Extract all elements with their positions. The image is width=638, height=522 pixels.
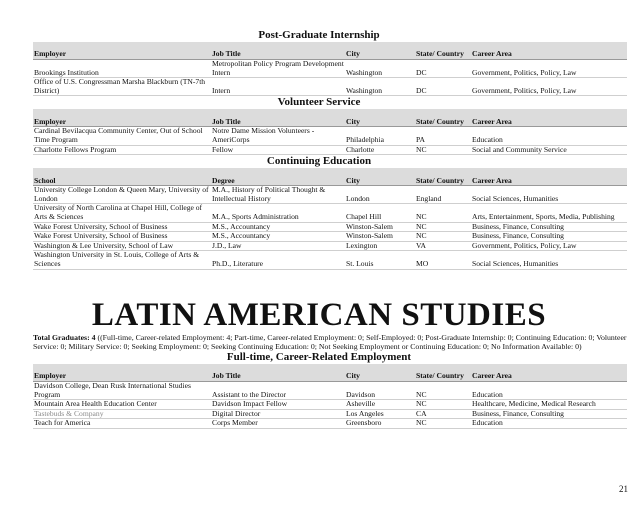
cell: Winston-Salem <box>345 222 415 232</box>
header-cell: State/ Country <box>415 364 471 382</box>
cell: Chapel Hill <box>345 204 415 222</box>
table-header <box>33 364 627 382</box>
summary-label: Total Graduates: 4 <box>33 332 96 342</box>
cell: Philadelphia <box>345 127 415 145</box>
cell: Business, Finance, Consulting <box>471 232 627 242</box>
page <box>0 29 638 522</box>
cell: M.S., Accountancy <box>211 232 345 242</box>
cell: VA <box>415 241 471 251</box>
header-cell: City <box>345 364 415 382</box>
header-cell: Job Title <box>211 42 345 60</box>
cell: M.A., Sports Administration <box>211 204 345 222</box>
cell: Office of U.S. Congressman Marsha Blackburn (TN-7th District) <box>33 78 211 96</box>
internship-table <box>33 42 627 96</box>
cell: Los Angeles <box>345 409 415 419</box>
table-header <box>33 42 627 60</box>
cell: NC <box>415 232 471 242</box>
cell: Lexington <box>345 241 415 251</box>
cell: London <box>345 186 415 204</box>
cell: Washington <box>345 60 415 78</box>
cell: NC <box>415 419 471 429</box>
header-cell: Career Area <box>471 364 627 382</box>
table-row <box>33 381 627 399</box>
header-cell: Job Title <box>211 364 345 382</box>
cell: Business, Finance, Consulting <box>471 409 627 419</box>
cell: DC <box>415 60 471 78</box>
cell: Education <box>471 127 627 145</box>
table-header <box>33 109 627 127</box>
header-cell: Employer <box>33 364 211 382</box>
table-row <box>33 186 627 204</box>
header-cell: City <box>345 168 415 186</box>
cell: Arts, Entertainment, Sports, Media, Publishing <box>471 204 627 222</box>
cell: Corps Member <box>211 419 345 429</box>
table-row <box>33 204 627 222</box>
cell: Government, Politics, Policy, Law <box>471 60 627 78</box>
cell: Teach for America <box>33 419 211 429</box>
header-cell: State/ Country <box>415 42 471 60</box>
header-cell: Career Area <box>471 168 627 186</box>
graduates-summary <box>33 333 627 351</box>
cell: Intern <box>211 78 345 96</box>
table-row <box>33 127 627 145</box>
cell: Social Sciences, Humanities <box>471 186 627 204</box>
major-title: LATIN AMERICAN STUDIES <box>91 296 547 333</box>
cell: Cardinal Bevilacqua Community Center, Out of School Time Program <box>33 127 211 145</box>
cell: Charlotte Fellows Program <box>33 145 211 155</box>
header-cell: State/ Country <box>415 109 471 127</box>
cell: PA <box>415 127 471 145</box>
cell: M.A., History of Political Thought & Intellectual History <box>211 186 345 204</box>
header-cell: State/ Country <box>415 168 471 186</box>
cell: Davidson Impact Fellow <box>211 400 345 410</box>
header-cell: Employer <box>33 42 211 60</box>
cell: Winston-Salem <box>345 232 415 242</box>
cell: Social and Community Service <box>471 145 627 155</box>
table-row <box>33 419 627 429</box>
cell: Davidson <box>345 381 415 399</box>
cell: Wake Forest University, School of Business <box>33 232 211 242</box>
cell: Digital Director <box>211 409 345 419</box>
cell: Government, Politics, Policy, Law <box>471 241 627 251</box>
cell: England <box>415 186 471 204</box>
table-row <box>33 400 627 410</box>
cell: Ph.D., Literature <box>211 251 345 269</box>
cell: St. Louis <box>345 251 415 269</box>
cell: J.D., Law <box>211 241 345 251</box>
cell: Washington & Lee University, School of Law <box>33 241 211 251</box>
cell: CA <box>415 409 471 419</box>
table-row <box>33 409 627 419</box>
cell: Healthcare, Medicine, Medical Research <box>471 400 627 410</box>
table-row <box>33 78 627 96</box>
cell: Education <box>471 381 627 399</box>
section-title-internship: Post-Graduate Internship <box>258 29 380 41</box>
header-cell: Job Title <box>211 109 345 127</box>
page-number: 21 <box>619 484 628 494</box>
fulltime-table <box>33 364 627 429</box>
table-header <box>33 168 627 186</box>
cell: University College London & Queen Mary, University of London <box>33 186 211 204</box>
cell: Notre Dame Mission Volunteers - AmeriCorps <box>211 127 345 145</box>
cell: Greensboro <box>345 419 415 429</box>
header-cell: Degree <box>211 168 345 186</box>
cell: NC <box>415 381 471 399</box>
cell: Washington <box>345 78 415 96</box>
cell: Fellow <box>211 145 345 155</box>
cell: Social Sciences, Humanities <box>471 251 627 269</box>
header-cell: Career Area <box>471 42 627 60</box>
cell: Government, Politics, Policy, Law <box>471 78 627 96</box>
header-cell: Employer <box>33 109 211 127</box>
cell: Wake Forest University, School of Business <box>33 222 211 232</box>
cell: Business, Finance, Consulting <box>471 222 627 232</box>
header-cell: School <box>33 168 211 186</box>
section-title-fulltime: Full-time, Career-Related Employment <box>226 350 412 363</box>
header-cell: City <box>345 42 415 60</box>
header-cell: City <box>345 109 415 127</box>
cell: Brookings Institution <box>33 60 211 78</box>
cell: Davidson College, Dean Rusk International Studies Program <box>33 381 211 399</box>
cell: M.S., Accountancy <box>211 222 345 232</box>
cell: Education <box>471 419 627 429</box>
cell: Charlotte <box>345 145 415 155</box>
cell: Tastebuds & Company <box>33 409 211 419</box>
volunteer-table <box>33 109 627 155</box>
cell: NC <box>415 400 471 410</box>
header-cell: Career Area <box>471 109 627 127</box>
cell: Assistant to the Director <box>211 381 345 399</box>
section-title-volunteer: Volunteer Service <box>277 96 361 109</box>
section-title-continuing: Continuing Education <box>266 155 372 168</box>
cell: NC <box>415 204 471 222</box>
cell: DC <box>415 78 471 96</box>
continuing-table <box>33 168 627 269</box>
cell: Mountain Area Health Education Center <box>33 400 211 410</box>
cell: NC <box>415 145 471 155</box>
cell: University of North Carolina at Chapel Hill, College of Arts & Sciences <box>33 204 211 222</box>
cell: MO <box>415 251 471 269</box>
cell: Washington University in St. Louis, College of Arts & Sciences <box>33 251 211 269</box>
table-row <box>33 251 627 269</box>
cell: NC <box>415 222 471 232</box>
table-row <box>33 232 627 242</box>
cell: Metropolitan Policy Program Development Intern <box>212 59 344 77</box>
table-row <box>33 145 627 155</box>
table-row <box>33 60 627 78</box>
summary-text: ((Full-time, Career-related Employment: 4; Part-time, Career-related Employment: 0; Self-Employed: 0; Post-Graduate Internship: 0; Continuing Education: 0; Volunteer Service: 0; Military Service: 0; Seeking Employment: 0; Seeking Continuing Education: 0; Not Seeking Employment or Continuing Education: 0; No Information Available: 0) <box>33 332 627 351</box>
cell: Asheville <box>345 400 415 410</box>
